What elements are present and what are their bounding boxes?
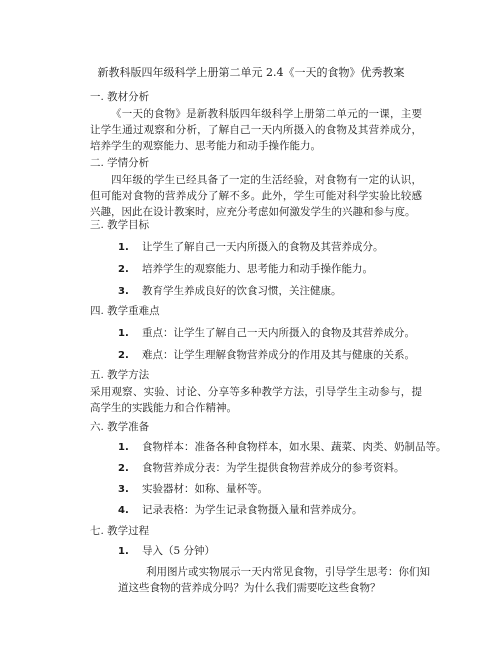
section-heading: 三. 教学目标 — [90, 219, 150, 231]
list-item — [118, 240, 384, 255]
list-text: 难点：让学生理解食物营养成分的作用及其与健康的关系。 — [142, 349, 415, 361]
list-item — [118, 544, 215, 559]
list-item — [118, 440, 447, 455]
list-item — [118, 262, 373, 277]
list-text: 重点：让学生了解自己一天内所摄入的食物及其营养成分。 — [142, 327, 415, 339]
list-text: 实验器材：如称、量杯等。 — [142, 483, 268, 495]
section-heading: 七. 教学过程 — [90, 525, 150, 537]
section-heading: 四. 教学重难点 — [90, 305, 160, 317]
list-text: 记录表格：为学生记录食物摄入量和营养成分。 — [142, 504, 363, 516]
section-paragraph: 四年级的学生已经具备了一定的生活经验，对食物有一定的认识，但可能对食物的营养成分了解不多。此外，学生可能对科学实验比较感兴趣，因此在设计教案时，应充分考虑如何激发学生的兴趣和参与度。 — [90, 174, 422, 218]
section-subparagraph: 利用图片或实物展示一天内常见食物，引导学生思考：你们知道这些食物的营养成分吗？为什么我们需要吃这些食物？ — [118, 566, 430, 594]
list-number: 4. — [118, 505, 129, 516]
list-text: 教育学生养成良好的饮食习惯，关注健康。 — [142, 285, 342, 297]
list-number: 1. — [118, 442, 129, 453]
list-text: 培养学生的观察能力、思考能力和动手操作能力。 — [142, 263, 373, 275]
section-heading: 六. 教学准备 — [90, 421, 150, 433]
section-heading: 五. 教学方法 — [90, 369, 150, 381]
list-number: 2. — [118, 463, 129, 474]
list-text: 食物样本：准备各种食物样本，如水果、蔬菜、肉类、奶制品等。 — [142, 441, 447, 453]
list-item — [118, 284, 342, 299]
list-number: 2. — [118, 350, 129, 361]
list-number: 2. — [118, 264, 129, 275]
list-item — [118, 326, 415, 341]
list-number: 1. — [118, 242, 129, 253]
list-number: 3. — [118, 286, 129, 297]
list-item — [118, 503, 363, 518]
section-heading: 一. 教材分析 — [90, 91, 150, 103]
list-text: 导入（5 分钟） — [142, 545, 216, 557]
list-number: 1. — [118, 328, 129, 339]
list-item — [118, 348, 415, 363]
document-title: 新教科版四年级科学上册第二单元 2.4《一天的食物》优秀教案 — [97, 66, 405, 79]
list-item — [118, 461, 405, 476]
list-text: 食物营养成分表：为学生提供食物营养成分的参考资料。 — [142, 462, 405, 474]
list-item — [118, 482, 268, 497]
section-heading: 二. 学情分析 — [90, 157, 150, 169]
section-paragraph: 《一天的食物》是新教科版四年级科学上册第二单元的一课，主要让学生通过观察和分析，了解自己一天内所摄入的食物及其营养成分，培养学生的观察能力、思考能力和动手操作能力。 — [90, 108, 422, 152]
section-paragraph: 采用观察、实验、讨论、分享等多种教学方法，引导学生主动参与，提高学生的实践能力和合作精神。 — [90, 386, 422, 414]
list-number: 3. — [118, 484, 129, 495]
list-number: 1. — [118, 546, 129, 557]
list-text: 让学生了解自己一天内所摄入的食物及其营养成分。 — [142, 241, 384, 253]
